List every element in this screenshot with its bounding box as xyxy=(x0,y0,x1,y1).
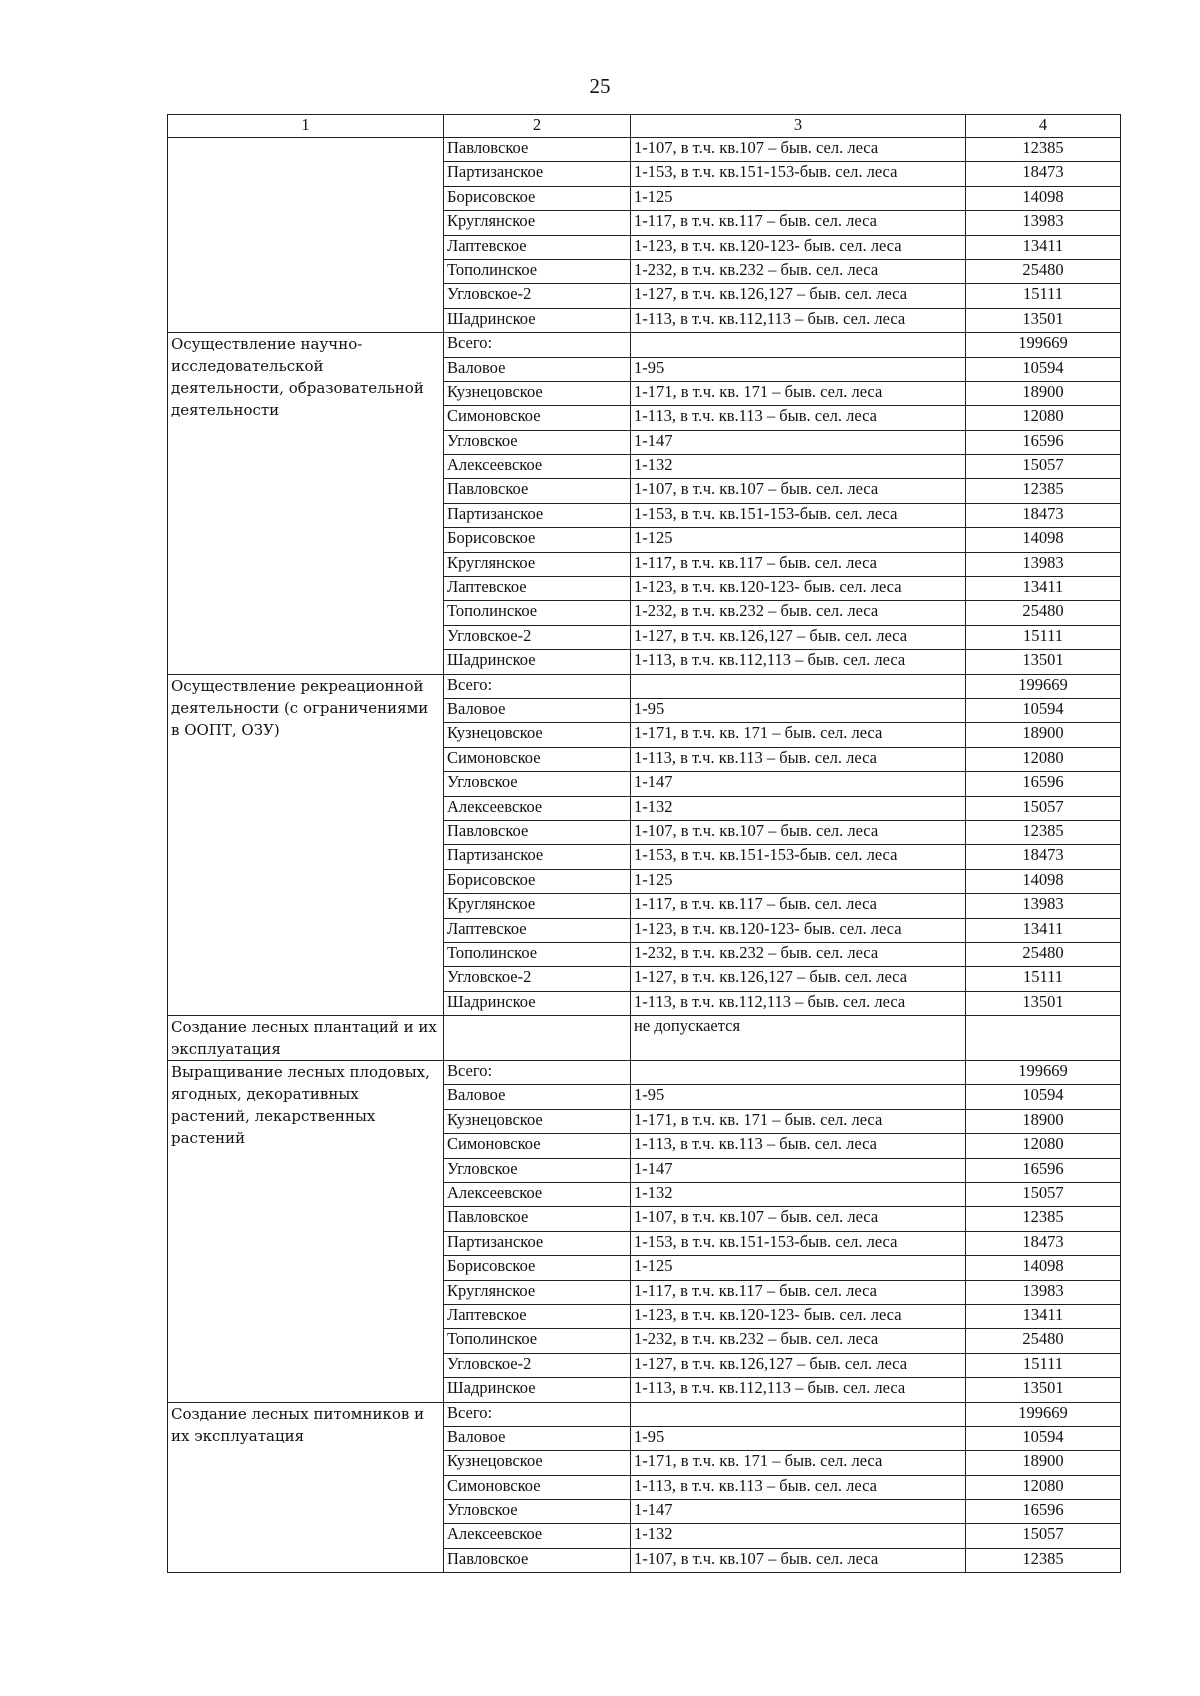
column-header-4: 4 xyxy=(966,115,1121,138)
forestry-cell: Лаптевское xyxy=(444,918,631,942)
quarters-cell: 1-171, в т.ч. кв. 171 – быв. сел. леса xyxy=(631,1109,966,1133)
quarters-cell: 1-117, в т.ч. кв.117 – быв. сел. леса xyxy=(631,1280,966,1304)
table-row xyxy=(168,1016,1121,1061)
forestry-cell: Круглянское xyxy=(444,894,631,918)
forestry-cell: Тополинское xyxy=(444,601,631,625)
area-cell: 12385 xyxy=(966,138,1121,162)
quarters-cell: 1-127, в т.ч. кв.126,127 – быв. сел. леса xyxy=(631,625,966,649)
area-cell: 10594 xyxy=(966,1085,1121,1109)
area-cell: 15111 xyxy=(966,284,1121,308)
quarters-cell: 1-125 xyxy=(631,528,966,552)
forestry-cell: Симоновское xyxy=(444,1134,631,1158)
quarters-cell: 1-171, в т.ч. кв. 171 – быв. сел. леса xyxy=(631,381,966,405)
area-cell: 199669 xyxy=(966,1061,1121,1085)
table-row xyxy=(168,138,1121,162)
area-cell: 12385 xyxy=(966,1207,1121,1231)
area-cell: 12385 xyxy=(966,820,1121,844)
area-cell: 12385 xyxy=(966,1548,1121,1572)
quarters-cell: 1-113, в т.ч. кв.112,113 – быв. сел. леса xyxy=(631,650,966,674)
area-cell: 13501 xyxy=(966,308,1121,332)
area-cell: 12080 xyxy=(966,1475,1121,1499)
quarters-cell: 1-113, в т.ч. кв.112,113 – быв. сел. леса xyxy=(631,991,966,1015)
quarters-cell: 1-117, в т.ч. кв.117 – быв. сел. леса xyxy=(631,211,966,235)
area-cell: 14098 xyxy=(966,869,1121,893)
area-cell: 13983 xyxy=(966,211,1121,235)
area-cell: 12080 xyxy=(966,747,1121,771)
area-cell: 18900 xyxy=(966,723,1121,747)
forestry-cell: Партизанское xyxy=(444,162,631,186)
area-cell: 10594 xyxy=(966,1426,1121,1450)
area-cell: 25480 xyxy=(966,259,1121,283)
forestry-cell: Шадринское xyxy=(444,991,631,1015)
quarters-cell: 1-95 xyxy=(631,357,966,381)
forestry-cell: Валовое xyxy=(444,698,631,722)
activity-cell xyxy=(168,138,444,333)
forestry-cell: Всего: xyxy=(444,1402,631,1426)
forestry-cell: Павловское xyxy=(444,820,631,844)
quarters-cell: 1-232, в т.ч. кв.232 – быв. сел. леса xyxy=(631,259,966,283)
activity-cell: Выращивание лесных плодовых, ягодных, декоративных растений, лекарственных растений xyxy=(168,1061,444,1402)
forestry-cell: Борисовское xyxy=(444,186,631,210)
table-row xyxy=(168,1061,1121,1085)
quarters-cell: 1-132 xyxy=(631,796,966,820)
forestry-cell: Борисовское xyxy=(444,1256,631,1280)
forestry-cell: Симоновское xyxy=(444,406,631,430)
area-cell: 12385 xyxy=(966,479,1121,503)
forestry-cell: Круглянское xyxy=(444,1280,631,1304)
forestry-cell: Кузнецовское xyxy=(444,1451,631,1475)
area-cell: 16596 xyxy=(966,772,1121,796)
quarters-cell: 1-132 xyxy=(631,1524,966,1548)
area-cell: 16596 xyxy=(966,430,1121,454)
quarters-cell xyxy=(631,1402,966,1426)
quarters-cell: 1-113, в т.ч. кв.112,113 – быв. сел. леса xyxy=(631,1378,966,1402)
quarters-cell: 1-153, в т.ч. кв.151-153-быв. сел. леса xyxy=(631,162,966,186)
area-cell: 25480 xyxy=(966,1329,1121,1353)
area-cell: 16596 xyxy=(966,1158,1121,1182)
forestry-cell: Шадринское xyxy=(444,650,631,674)
column-header-3: 3 xyxy=(631,115,966,138)
quarters-cell: 1-113, в т.ч. кв.113 – быв. сел. леса xyxy=(631,1475,966,1499)
area-cell: 15057 xyxy=(966,796,1121,820)
area-cell: 13501 xyxy=(966,650,1121,674)
forestry-cell: Тополинское xyxy=(444,1329,631,1353)
quarters-cell: 1-232, в т.ч. кв.232 – быв. сел. леса xyxy=(631,1329,966,1353)
activity-cell: Осуществление рекреационной деятельности (с ограничениями в ООПТ, ОЗУ) xyxy=(168,674,444,1015)
forestry-cell: Тополинское xyxy=(444,259,631,283)
area-cell: 18900 xyxy=(966,1451,1121,1475)
quarters-cell: 1-107, в т.ч. кв.107 – быв. сел. леса xyxy=(631,138,966,162)
forestry-cell: Алексеевское xyxy=(444,455,631,479)
area-cell: 16596 xyxy=(966,1500,1121,1524)
area-cell: 18900 xyxy=(966,1109,1121,1133)
area-cell: 25480 xyxy=(966,942,1121,966)
forestry-cell: Шадринское xyxy=(444,308,631,332)
quarters-cell xyxy=(631,674,966,698)
quarters-cell: 1-113, в т.ч. кв.113 – быв. сел. леса xyxy=(631,406,966,430)
quarters-cell: 1-153, в т.ч. кв.151-153-быв. сел. леса xyxy=(631,845,966,869)
area-cell: 15057 xyxy=(966,1524,1121,1548)
area-cell: 18473 xyxy=(966,845,1121,869)
forestry-cell: Павловское xyxy=(444,479,631,503)
quarters-cell: 1-232, в т.ч. кв.232 – быв. сел. леса xyxy=(631,601,966,625)
quarters-cell: 1-107, в т.ч. кв.107 – быв. сел. леса xyxy=(631,1548,966,1572)
area-cell: 13983 xyxy=(966,1280,1121,1304)
quarters-cell: 1-95 xyxy=(631,1426,966,1450)
forestry-cell: Кузнецовское xyxy=(444,723,631,747)
forestry-cell: Всего: xyxy=(444,674,631,698)
forestry-cell: Алексеевское xyxy=(444,796,631,820)
quarters-cell: 1-127, в т.ч. кв.126,127 – быв. сел. леса xyxy=(631,1353,966,1377)
quarters-cell: 1-107, в т.ч. кв.107 – быв. сел. леса xyxy=(631,820,966,844)
quarters-cell: 1-132 xyxy=(631,455,966,479)
quarters-cell: 1-113, в т.ч. кв.112,113 – быв. сел. леса xyxy=(631,308,966,332)
quarters-cell: 1-107, в т.ч. кв.107 – быв. сел. леса xyxy=(631,1207,966,1231)
quarters-cell: 1-107, в т.ч. кв.107 – быв. сел. леса xyxy=(631,479,966,503)
quarters-cell: 1-127, в т.ч. кв.126,127 – быв. сел. леса xyxy=(631,967,966,991)
forestry-cell: Борисовское xyxy=(444,869,631,893)
activity-cell: Создание лесных плантаций и их эксплуатация xyxy=(168,1016,444,1061)
area-cell: 199669 xyxy=(966,674,1121,698)
area-cell: 13983 xyxy=(966,894,1121,918)
forestry-cell: Симоновское xyxy=(444,1475,631,1499)
forestry-cell: Всего: xyxy=(444,333,631,357)
forestry-cell: Валовое xyxy=(444,357,631,381)
forestry-cell: Лаптевское xyxy=(444,235,631,259)
area-cell: 13411 xyxy=(966,577,1121,601)
forestry-cell: Алексеевское xyxy=(444,1524,631,1548)
forestry-cell: Партизанское xyxy=(444,503,631,527)
area-cell: 10594 xyxy=(966,698,1121,722)
area-cell: 13501 xyxy=(966,991,1121,1015)
area-cell: 13501 xyxy=(966,1378,1121,1402)
area-cell: 15111 xyxy=(966,625,1121,649)
header-row xyxy=(168,115,1121,138)
forestry-cell: Угловское-2 xyxy=(444,625,631,649)
quarters-cell: 1-132 xyxy=(631,1183,966,1207)
quarters-cell: не допускается xyxy=(631,1016,966,1061)
forestry-cell: Кузнецовское xyxy=(444,381,631,405)
forestry-cell: Валовое xyxy=(444,1426,631,1450)
area-cell: 14098 xyxy=(966,186,1121,210)
forestry-cell: Угловское xyxy=(444,1500,631,1524)
quarters-cell: 1-123, в т.ч. кв.120-123- быв. сел. леса xyxy=(631,577,966,601)
area-cell: 15111 xyxy=(966,967,1121,991)
area-cell: 13983 xyxy=(966,552,1121,576)
quarters-cell: 1-123, в т.ч. кв.120-123- быв. сел. леса xyxy=(631,1304,966,1328)
table-row xyxy=(168,1402,1121,1426)
forestry-cell: Тополинское xyxy=(444,942,631,966)
quarters-cell: 1-125 xyxy=(631,869,966,893)
quarters-cell xyxy=(631,1061,966,1085)
forestry-cell: Угловское-2 xyxy=(444,284,631,308)
forestry-cell: Партизанское xyxy=(444,845,631,869)
forestry-cell: Угловское-2 xyxy=(444,1353,631,1377)
forestry-cell: Симоновское xyxy=(444,747,631,771)
quarters-cell: 1-113, в т.ч. кв.113 – быв. сел. леса xyxy=(631,747,966,771)
area-cell: 13411 xyxy=(966,918,1121,942)
forestry-cell: Угловское-2 xyxy=(444,967,631,991)
quarters-cell: 1-147 xyxy=(631,1500,966,1524)
area-cell: 199669 xyxy=(966,333,1121,357)
forestry-cell: Партизанское xyxy=(444,1231,631,1255)
quarters-cell: 1-153, в т.ч. кв.151-153-быв. сел. леса xyxy=(631,1231,966,1255)
column-header-1: 1 xyxy=(168,115,444,138)
quarters-cell: 1-147 xyxy=(631,430,966,454)
area-cell: 12080 xyxy=(966,406,1121,430)
quarters-cell xyxy=(631,333,966,357)
quarters-cell: 1-125 xyxy=(631,186,966,210)
table-row xyxy=(168,333,1121,357)
forestry-cell xyxy=(444,1016,631,1061)
table-row xyxy=(168,674,1121,698)
area-cell: 18900 xyxy=(966,381,1121,405)
forestry-cell: Алексеевское xyxy=(444,1183,631,1207)
forestry-cell: Круглянское xyxy=(444,211,631,235)
area-cell: 18473 xyxy=(966,503,1121,527)
quarters-cell: 1-117, в т.ч. кв.117 – быв. сел. леса xyxy=(631,894,966,918)
forestry-cell: Павловское xyxy=(444,138,631,162)
area-cell: 14098 xyxy=(966,1256,1121,1280)
quarters-cell: 1-147 xyxy=(631,772,966,796)
quarters-cell: 1-123, в т.ч. кв.120-123- быв. сел. леса xyxy=(631,918,966,942)
area-cell: 13411 xyxy=(966,1304,1121,1328)
area-cell xyxy=(966,1016,1121,1061)
quarters-cell: 1-127, в т.ч. кв.126,127 – быв. сел. леса xyxy=(631,284,966,308)
activity-cell: Создание лесных питомников и их эксплуатация xyxy=(168,1402,444,1573)
forestry-cell: Круглянское xyxy=(444,552,631,576)
area-cell: 10594 xyxy=(966,357,1121,381)
forestry-cell: Валовое xyxy=(444,1085,631,1109)
page-number: 25 xyxy=(589,74,611,98)
forestry-cell: Борисовское xyxy=(444,528,631,552)
quarters-cell: 1-113, в т.ч. кв.113 – быв. сел. леса xyxy=(631,1134,966,1158)
area-cell: 25480 xyxy=(966,601,1121,625)
quarters-cell: 1-95 xyxy=(631,698,966,722)
forestry-cell: Лаптевское xyxy=(444,1304,631,1328)
quarters-cell: 1-232, в т.ч. кв.232 – быв. сел. леса xyxy=(631,942,966,966)
forestry-cell: Кузнецовское xyxy=(444,1109,631,1133)
quarters-cell: 1-171, в т.ч. кв. 171 – быв. сел. леса xyxy=(631,723,966,747)
quarters-cell: 1-123, в т.ч. кв.120-123- быв. сел. леса xyxy=(631,235,966,259)
area-cell: 199669 xyxy=(966,1402,1121,1426)
area-cell: 15111 xyxy=(966,1353,1121,1377)
quarters-cell: 1-153, в т.ч. кв.151-153-быв. сел. леса xyxy=(631,503,966,527)
quarters-cell: 1-147 xyxy=(631,1158,966,1182)
area-cell: 18473 xyxy=(966,1231,1121,1255)
forest-use-table xyxy=(167,114,1121,1573)
area-cell: 13411 xyxy=(966,235,1121,259)
forestry-cell: Угловское xyxy=(444,1158,631,1182)
quarters-cell: 1-95 xyxy=(631,1085,966,1109)
quarters-cell: 1-171, в т.ч. кв. 171 – быв. сел. леса xyxy=(631,1451,966,1475)
forestry-cell: Лаптевское xyxy=(444,577,631,601)
area-cell: 18473 xyxy=(966,162,1121,186)
area-cell: 15057 xyxy=(966,455,1121,479)
forestry-cell: Угловское xyxy=(444,430,631,454)
area-cell: 12080 xyxy=(966,1134,1121,1158)
quarters-cell: 1-117, в т.ч. кв.117 – быв. сел. леса xyxy=(631,552,966,576)
forestry-cell: Павловское xyxy=(444,1207,631,1231)
quarters-cell: 1-125 xyxy=(631,1256,966,1280)
activity-cell: Осуществление научно-исследовательской деятельности, образовательной деятельности xyxy=(168,333,444,674)
area-cell: 14098 xyxy=(966,528,1121,552)
forestry-cell: Угловское xyxy=(444,772,631,796)
forestry-cell: Шадринское xyxy=(444,1378,631,1402)
forestry-cell: Павловское xyxy=(444,1548,631,1572)
forestry-cell: Всего: xyxy=(444,1061,631,1085)
column-header-2: 2 xyxy=(444,115,631,138)
area-cell: 15057 xyxy=(966,1183,1121,1207)
